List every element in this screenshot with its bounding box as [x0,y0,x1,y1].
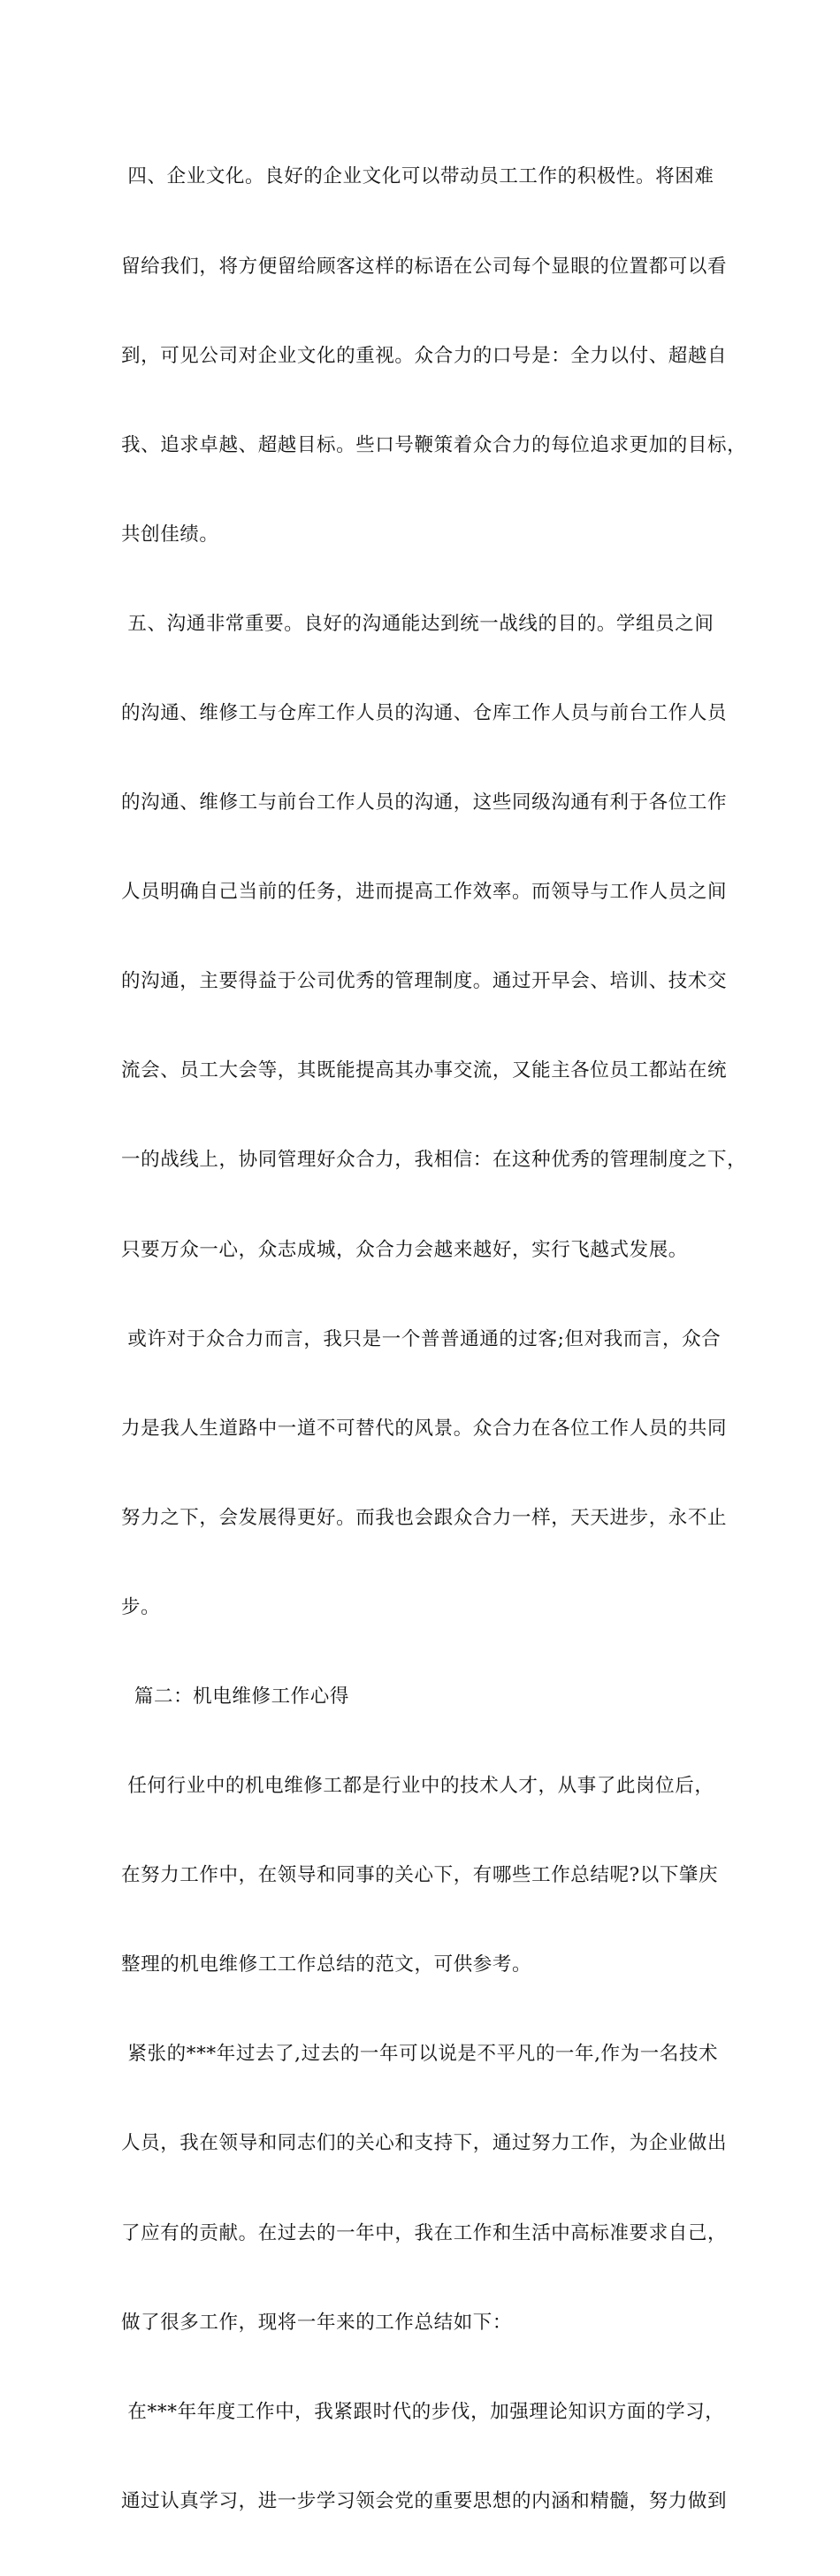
text-line-4: 我、追求卓越、超越目标。些口号鞭策着众合力的每位追求更加的目标， [121,433,747,456]
text-line-12: 一的战线上，协同管理好众合力，我相信：在这种优秀的管理制度之下， [121,1149,747,1172]
text-line-11: 流会、员工大会等，其既能提高其办事交流，又能主各位员工都站在统 [121,1059,728,1082]
document-text [121,103,747,2576]
text-line-26: 在***年年度工作中，我紧跟时代的步伐，加强理论知识方面的学习， [121,2400,725,2423]
text-line-22: 紧张的***年过去了,过去的一年可以说是不平凡的一年,作为一名技术 [121,2043,719,2066]
text-line-2: 留给我们，将方便留给顾客这样的标语在公司每个显眼的位置都可以看 [121,255,728,278]
text-line-14: 或许对于众合力而言，我只是一个普普通通的过客;但对我而言，众合 [121,1327,722,1350]
text-line-10: 的沟通，主要得益于公司优秀的管理制度。通过开早会、培训、技术交 [121,970,728,993]
text-line-16: 努力之下，会发展得更好。而我也会跟众合力一样，天天进步，永不止 [121,1506,728,1529]
text-line-19: 任何行业中的机电维修工都是行业中的技术人才，从事了此岗位后， [121,1775,714,1798]
text-line-20: 在努力工作中，在领导和同事的关心下，有哪些工作总结呢?以下肇庆 [121,1864,719,1887]
text-line-24: 了应有的贡献。在过去的一年中，我在工作和生活中高标准要求自己， [121,2221,728,2244]
section-heading: 篇二：机电维修工作心得 [121,1685,349,1708]
text-line-27: 通过认真学习，进一步学习领会党的重要思想的内涵和精髓，努力做到 [121,2489,728,2512]
text-line-9: 人员明确自己当前的任务，进而提高工作效率。而领导与工作人员之间 [121,881,728,904]
text-line-25: 做了很多工作，现将一年来的工作总结如下： [121,2311,513,2334]
text-line-15: 力是我人生道路中一道不可替代的风景。众合力在各位工作人员的共同 [121,1417,728,1440]
text-line-21: 整理的机电维修工工作总结的范文，可供参考。 [121,1953,532,1976]
text-line-6: 五、沟通非常重要。良好的沟通能达到统一战线的目的。学组员之间 [121,612,714,635]
text-line-3: 到，可见公司对企业文化的重视。众合力的口号是：全力以付、超越自 [121,344,728,367]
text-line-5: 共创佳绩。 [121,523,219,546]
text-line-8: 的沟通、维修工与前台工作人员的沟通，这些同级沟通有利于各位工作 [121,791,728,814]
text-line-7: 的沟通、维修工与仓库工作人员的沟通、仓库工作人员与前台工作人员 [121,701,728,724]
text-line-17: 步。 [121,1595,161,1618]
text-line-1: 四、企业文化。良好的企业文化可以带动员工工作的积极性。将困难 [121,165,714,188]
text-line-13: 只要万众一心，众志成城，众合力会越来越好，实行飞越式发展。 [121,1238,688,1261]
text-line-23: 人员，我在领导和同志们的关心和支持下，通过努力工作，为企业做出 [121,2132,728,2155]
